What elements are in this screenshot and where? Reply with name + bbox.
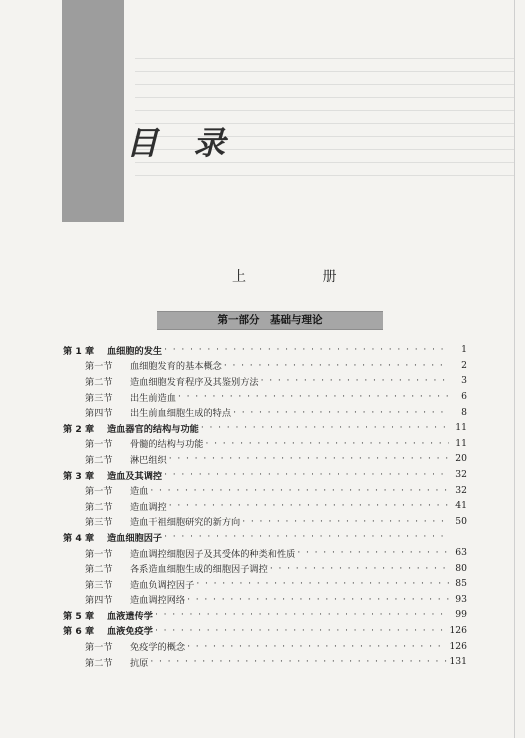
toc-page-number: 99	[455, 609, 467, 621]
toc-entry-title: 出生前血细胞生成的特点	[130, 408, 232, 420]
toc-entry-title: 造血器官的结构与功能	[107, 423, 199, 435]
toc-leader-dots	[164, 469, 449, 480]
toc-section-row[interactable]	[63, 545, 467, 561]
toc-leader-dots	[164, 531, 449, 542]
toc-entry-number: 第一节	[85, 361, 113, 373]
toc-entry-number: 第 1 章	[63, 345, 95, 357]
toc-chapter-row[interactable]	[63, 467, 467, 483]
toc-page-number: 11	[455, 437, 467, 449]
toc-entry-number: 第一节	[85, 642, 113, 654]
toc-section-row[interactable]	[63, 560, 467, 576]
toc-entry-title: 血液免疫学	[107, 626, 153, 638]
toc-entry-title: 淋巴组织	[130, 454, 167, 466]
toc-chapter-row[interactable]	[63, 529, 467, 545]
toc-entry-number: 第二节	[85, 564, 113, 576]
toc-leader-dots	[206, 438, 450, 449]
toc-leader-dots	[242, 516, 449, 527]
toc-page-number: 126	[449, 640, 467, 652]
toc-section-row[interactable]	[63, 404, 467, 420]
toc-page-number: 8	[461, 406, 467, 418]
toc-entry-title: 造血及其调控	[107, 470, 163, 482]
toc-leader-dots	[270, 563, 449, 574]
toc-leader-dots	[297, 547, 449, 558]
toc-section-row[interactable]	[63, 654, 467, 670]
toc-page-number: 50	[455, 515, 467, 527]
toc-leader-dots	[164, 344, 449, 355]
toc-entry-title: 造血调控网络	[130, 595, 186, 607]
toc-entry-title: 免疫学的概念	[130, 642, 186, 654]
toc-page-number: 6	[461, 391, 467, 403]
toc-page-number: 3	[461, 375, 467, 387]
toc-entry-number: 第二节	[85, 501, 113, 513]
toc-entry-number: 第 6 章	[63, 626, 95, 638]
toc-page-number: 2	[461, 359, 467, 371]
page-edge-rule	[514, 0, 515, 738]
toc-entry-number: 第三节	[85, 392, 113, 404]
toc-leader-dots	[155, 609, 449, 620]
toc-page-number: 131	[449, 656, 467, 668]
toc-leader-dots	[150, 485, 449, 496]
toc-page-number: 11	[455, 422, 467, 434]
toc-leader-dots	[201, 422, 449, 433]
toc-entry-title: 造血调控	[130, 501, 167, 513]
toc-leader-dots	[233, 407, 449, 418]
toc-leader-dots	[187, 641, 447, 652]
toc-entry-number: 第一节	[85, 548, 113, 560]
toc-chapter-row[interactable]	[63, 607, 467, 623]
toc-page-number: 32	[455, 484, 467, 496]
toc-entry-title: 造血细胞因子	[107, 532, 163, 544]
toc-entry-number: 第二节	[85, 454, 113, 466]
toc-entry-title: 造血干祖细胞研究的新方向	[130, 517, 241, 529]
toc-entry-title: 血细胞的发生	[107, 345, 163, 357]
volume-label: 上 册	[232, 269, 373, 285]
toc-entry-number: 第四节	[85, 595, 113, 607]
toc-leader-dots	[196, 578, 449, 589]
toc-entry-title: 各系造血细胞生成的细胞因子调控	[130, 564, 268, 576]
toc-section-row[interactable]	[63, 498, 467, 514]
toc-leader-dots	[224, 360, 449, 371]
toc-section-row[interactable]	[63, 389, 467, 405]
toc-entry-title: 抗原	[130, 657, 149, 669]
part-heading-band	[157, 311, 383, 330]
toc-section-row[interactable]	[63, 451, 467, 467]
toc-entry-title: 骨髓的结构与功能	[130, 439, 204, 451]
toc-entry-title: 造血细胞发育程序及其鉴别方法	[130, 376, 259, 388]
toc-leader-dots	[169, 500, 449, 511]
toc-page-number: 63	[455, 547, 467, 559]
toc-leader-dots	[178, 391, 449, 402]
toc-entry-number: 第三节	[85, 517, 113, 529]
toc-page-number: 32	[455, 469, 467, 481]
toc-page-number: 80	[455, 562, 467, 574]
toc-page-number: 41	[455, 500, 467, 512]
page-title: 目 录	[126, 124, 238, 162]
table-of-contents	[63, 342, 467, 669]
toc-entry-number: 第一节	[85, 439, 113, 451]
toc-chapter-row[interactable]	[63, 420, 467, 436]
toc-entry-number: 第 4 章	[63, 532, 95, 544]
toc-entry-number: 第 3 章	[63, 470, 95, 482]
toc-entry-number: 第三节	[85, 579, 113, 591]
toc-section-row[interactable]	[63, 592, 467, 608]
toc-leader-dots	[155, 625, 448, 636]
toc-entry-number: 第四节	[85, 408, 113, 420]
part-title: 第一部分 基础与理论	[217, 314, 323, 326]
toc-leader-dots	[169, 453, 449, 464]
toc-entry-number: 第二节	[85, 657, 113, 669]
toc-entry-title: 造血负调控因子	[130, 579, 195, 591]
toc-chapter-row[interactable]	[63, 623, 467, 639]
toc-entry-title: 造血	[130, 486, 149, 498]
decorative-gray-band	[62, 0, 124, 222]
toc-page-number: 20	[455, 453, 467, 465]
toc-section-row[interactable]	[63, 576, 467, 592]
toc-section-row[interactable]	[63, 482, 467, 498]
toc-entry-title: 造血调控细胞因子及其受体的种类和性质	[130, 548, 296, 560]
toc-entry-title: 血细胞发育的基本概念	[130, 361, 222, 373]
toc-section-row[interactable]	[63, 436, 467, 452]
toc-entry-number: 第一节	[85, 486, 113, 498]
toc-chapter-row[interactable]	[63, 342, 467, 358]
toc-section-row[interactable]	[63, 358, 467, 374]
toc-entry-number: 第 5 章	[63, 610, 95, 622]
toc-leader-dots	[187, 594, 449, 605]
toc-section-row[interactable]	[63, 638, 467, 654]
toc-page-number: 85	[455, 578, 467, 590]
toc-page-number: 1	[461, 344, 467, 356]
toc-entry-number: 第 2 章	[63, 423, 95, 435]
toc-page-number: 126	[449, 624, 467, 636]
toc-entry-title: 出生前造血	[130, 392, 176, 404]
toc-page-number: 93	[455, 593, 467, 605]
toc-section-row[interactable]	[63, 514, 467, 530]
toc-leader-dots	[261, 375, 449, 386]
toc-leader-dots	[150, 656, 447, 667]
toc-section-row[interactable]	[63, 373, 467, 389]
toc-entry-number: 第二节	[85, 376, 113, 388]
toc-entry-title: 血液遗传学	[107, 610, 153, 622]
